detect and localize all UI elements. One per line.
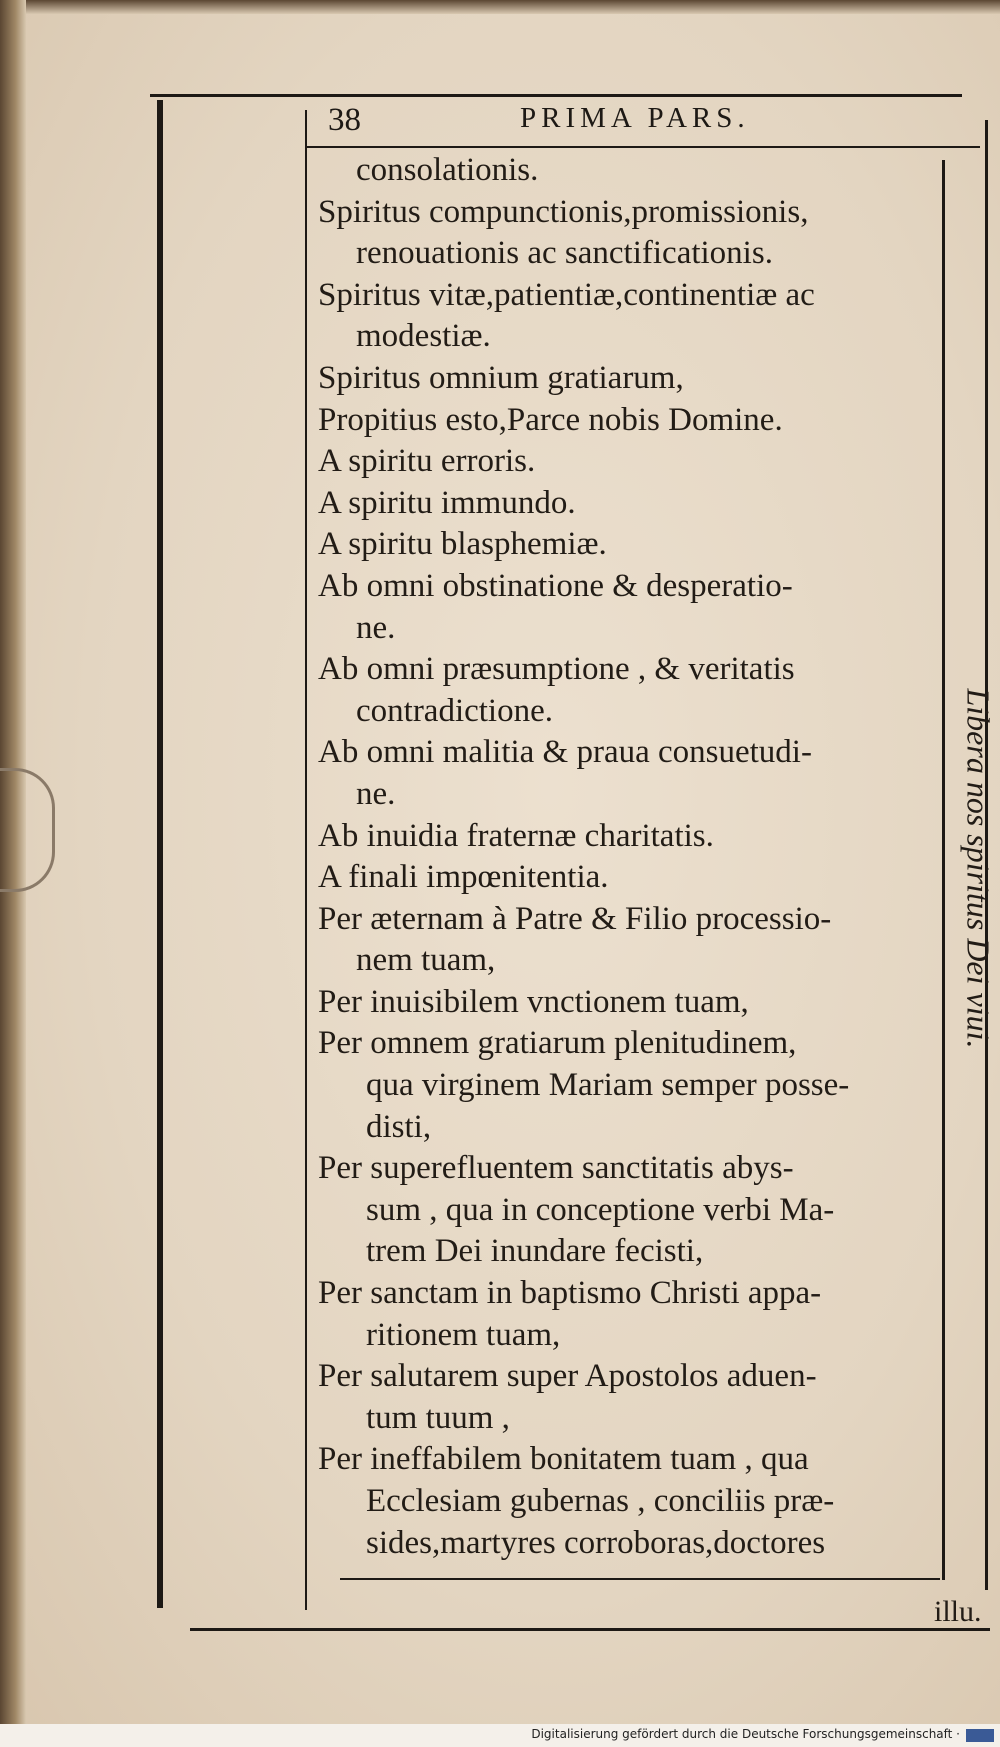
text-line: A spiritu blasphemiæ. (318, 526, 607, 563)
text-line: contradictione. (356, 692, 554, 729)
text-line: ne. (356, 609, 396, 646)
outer-top-rule (150, 94, 962, 97)
text-line: disti, (366, 1108, 432, 1145)
text-line: Per omnem gratiarum plenitudinem, (318, 1025, 797, 1062)
text-line: A spiritu erroris. (318, 443, 536, 480)
litany-text-block (318, 150, 943, 1564)
page-top-edge (0, 0, 1000, 14)
book-clasp (0, 768, 55, 892)
text-line: consolationis. (356, 152, 539, 188)
digitization-footer (0, 1724, 1000, 1747)
header-rule (305, 146, 980, 148)
text-line: Per superefluentem sanctitatis abys- (318, 1150, 794, 1187)
footer-credit: Digitalisierung gefördert durch die Deutsche Forschungsgemeinschaft · (531, 1727, 960, 1741)
text-line: Ab omni malitia & praua consuetudi- (318, 734, 812, 771)
text-line: renouationis ac sanctificationis. (356, 235, 773, 272)
text-line: Ecclesiam gubernas , conciliis præ- (366, 1483, 835, 1519)
text-line: Spiritus compunctionis,promissionis, (318, 193, 809, 230)
text-line: Propitius esto,Parce nobis Domine. (318, 401, 783, 438)
text-line: trem Dei inundare fecisti, (366, 1233, 704, 1270)
text-line: Ab omni præsumptione , & veritatis (318, 651, 795, 688)
inner-left-rule (305, 110, 307, 1610)
outer-bottom-rule (190, 1628, 990, 1631)
text-line: qua virginem Mariam semper posse- (366, 1067, 850, 1104)
side-refrain (948, 650, 997, 1100)
running-title: PRIMA PARS. (520, 102, 750, 134)
text-line: Ab inuidia fraternæ charitatis. (318, 817, 714, 854)
page-number: 38 (328, 102, 361, 138)
outer-left-rule (157, 100, 163, 1608)
dfg-logo (966, 1729, 994, 1742)
text-line: Per æternam à Patre & Filio processio- (318, 900, 832, 937)
text-line: Per salutarem super Apostolos aduen- (318, 1358, 817, 1395)
text-bottom-rule (340, 1578, 940, 1580)
text-line: sides,martyres corroboras,doctores (366, 1524, 826, 1561)
text-line: Ab omni obstinatione & desperatio- (318, 567, 793, 604)
text-line: sum , qua in conceptione verbi Ma- (366, 1191, 835, 1228)
text-line: Spiritus vitæ,patientiæ,continentiæ ac (318, 276, 815, 313)
text-line: modestiæ. (356, 318, 491, 355)
text-line: ne. (356, 775, 396, 812)
text-line: Per inuisibilem vnctionem tuam, (318, 983, 749, 1020)
side-refrain-text: Libera nos spiritus Dei viui. (960, 688, 997, 1049)
text-line: Per ineffabilem bonitatem tuam , qua (318, 1441, 809, 1478)
text-line: A spiritu immundo. (318, 484, 576, 521)
text-line: tum tuum , (366, 1399, 510, 1436)
text-line: Per sanctam in baptismo Christi appa- (318, 1275, 822, 1312)
text-line: A finali impœnitentia. (318, 859, 609, 896)
text-line: ritionem tuam, (366, 1316, 561, 1353)
catchword: illu. (934, 1595, 982, 1628)
text-line: nem tuam, (356, 942, 496, 979)
text-line: Spiritus omnium gratiarum, (318, 359, 684, 396)
